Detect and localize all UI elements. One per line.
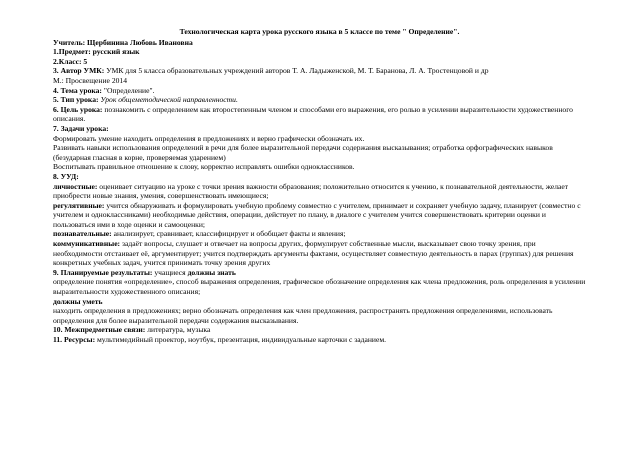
task-item: Формировать умение находить определения в предложениях и верно графически обозначать их. bbox=[53, 133, 365, 143]
topic-label: 4. Тема урока: bbox=[53, 85, 102, 95]
umk-publisher: М.: Просвещение 2014 bbox=[53, 75, 128, 85]
personal-text: оценивает ситуацию на уроке с точки зрения важности образования; положительно относится к учению, к познавательной деятельности, желает приобрести новые знания, умения, совершенствовать имеющиеся; bbox=[53, 181, 569, 201]
results-know-text: определение понятия «определение», способ выражения определения, графическое обозначение определения как члена предложения, роль определения в усилении выразительности художественного описания; bbox=[53, 277, 586, 297]
document-title: Технологическая карта урока русского языка в 5 классе по теме " Определение". bbox=[179, 27, 460, 36]
task-item: Воспитывать правильное отношение к слову, корректно исправлять ошибки одноклассников. bbox=[53, 162, 355, 172]
teacher-line: Учитель: Щербинина Любовь Ивановна bbox=[53, 37, 193, 47]
communicative-label: коммуникативные: bbox=[53, 239, 121, 249]
lesson-type-label: 5. Тип урока: bbox=[53, 95, 99, 105]
personal-label: личностные: bbox=[53, 181, 98, 191]
grade-line: 2.Класс: 5 bbox=[53, 56, 88, 66]
topic-line bbox=[53, 86, 586, 96]
interdisciplinary-line bbox=[53, 325, 586, 335]
regulative-uud bbox=[53, 201, 586, 230]
goal-line bbox=[53, 105, 586, 124]
umk-text: УМК для 5 класса образовательных учреждений авторов Т. А. Ладыженской, М. Т. Баранова, Л. А. Тростенцовой и др bbox=[104, 66, 489, 76]
cognitive-text: анализирует, сравнивает, классифицирует и обобщает факты и явления; bbox=[111, 229, 346, 239]
results-can-text: находить определения в предложениях; верно обозначать определения как член предложения, распространять предложения определениями, использовать определения для более выразительной передачи содержания высказывания. bbox=[53, 306, 553, 325]
subject-line: 1.Предмет: русский язык bbox=[53, 47, 140, 57]
resources-label: 11. Ресурсы: bbox=[53, 335, 96, 344]
results-mid: учащиеся bbox=[152, 267, 188, 277]
cognitive-label: познавательные: bbox=[53, 229, 112, 239]
interdisciplinary-label: 10. Межпредметные связи: bbox=[53, 325, 146, 335]
cognitive-uud bbox=[53, 229, 586, 239]
regulative-text: учится обнаруживать и формулировать учебную проблему совместно с учителем, принимает и сохраняет учебную задачу, планирует (совместно с учителем и одноклассниками) необходимые действия, операции, действует по плану, в диалоге с учителем учится совершенствовать критерии оценки и пользоваться ими в ходе оценки и самооценки; bbox=[53, 200, 581, 229]
task-item: Развивать навыки использования определений в речи для более выразительной передачи содержания высказывания; отработка орфографических навыков (безударная гласная в корне, проверяемая ударением) bbox=[53, 143, 553, 162]
results-label: 9. Планируемые результаты: bbox=[53, 267, 153, 277]
goal-label: 6. Цель урока: bbox=[53, 104, 103, 114]
topic-text: "Определение". bbox=[101, 85, 155, 95]
lesson-type-line bbox=[53, 95, 586, 105]
results-can-label: должны уметь bbox=[53, 296, 103, 306]
communicative-uud bbox=[53, 239, 586, 268]
results-line bbox=[53, 268, 586, 278]
results-know-label: должны знать bbox=[187, 267, 236, 277]
umk-label: 3. Автор УМК: bbox=[53, 66, 105, 76]
communicative-text: задаёт вопросы, слушает и отвечает на вопросы других, формулирует собственные мысли, высказывает свою точку зрения, при необходимости отстаивает её, аргументирует; учится подтверждать аргументы фактами, осуществляет совместную деятельность в парах (группах) для решения конкретных учебных задач, учится принимать точку зрения других bbox=[53, 239, 574, 268]
resources-text: мультимедийный проектор, ноутбук, презентация, индивидуальные карточки с заданием. bbox=[95, 335, 387, 344]
goal-text: познакомить с определением как второстепенным членом и способами его выражения, его ролью в усилении выразительности художественного описания. bbox=[53, 104, 573, 124]
uud-label: 8. УУД: bbox=[53, 171, 79, 181]
umk-line bbox=[53, 66, 586, 76]
interdisciplinary-text: литература, музыка bbox=[145, 325, 211, 335]
resources-line bbox=[53, 335, 586, 345]
personal-uud bbox=[53, 182, 586, 201]
tasks-label: 7. Задачи урока: bbox=[53, 123, 109, 133]
regulative-label: регулятивные: bbox=[53, 200, 105, 210]
lesson-type-text: Урок общеметодической направленности. bbox=[98, 95, 238, 105]
